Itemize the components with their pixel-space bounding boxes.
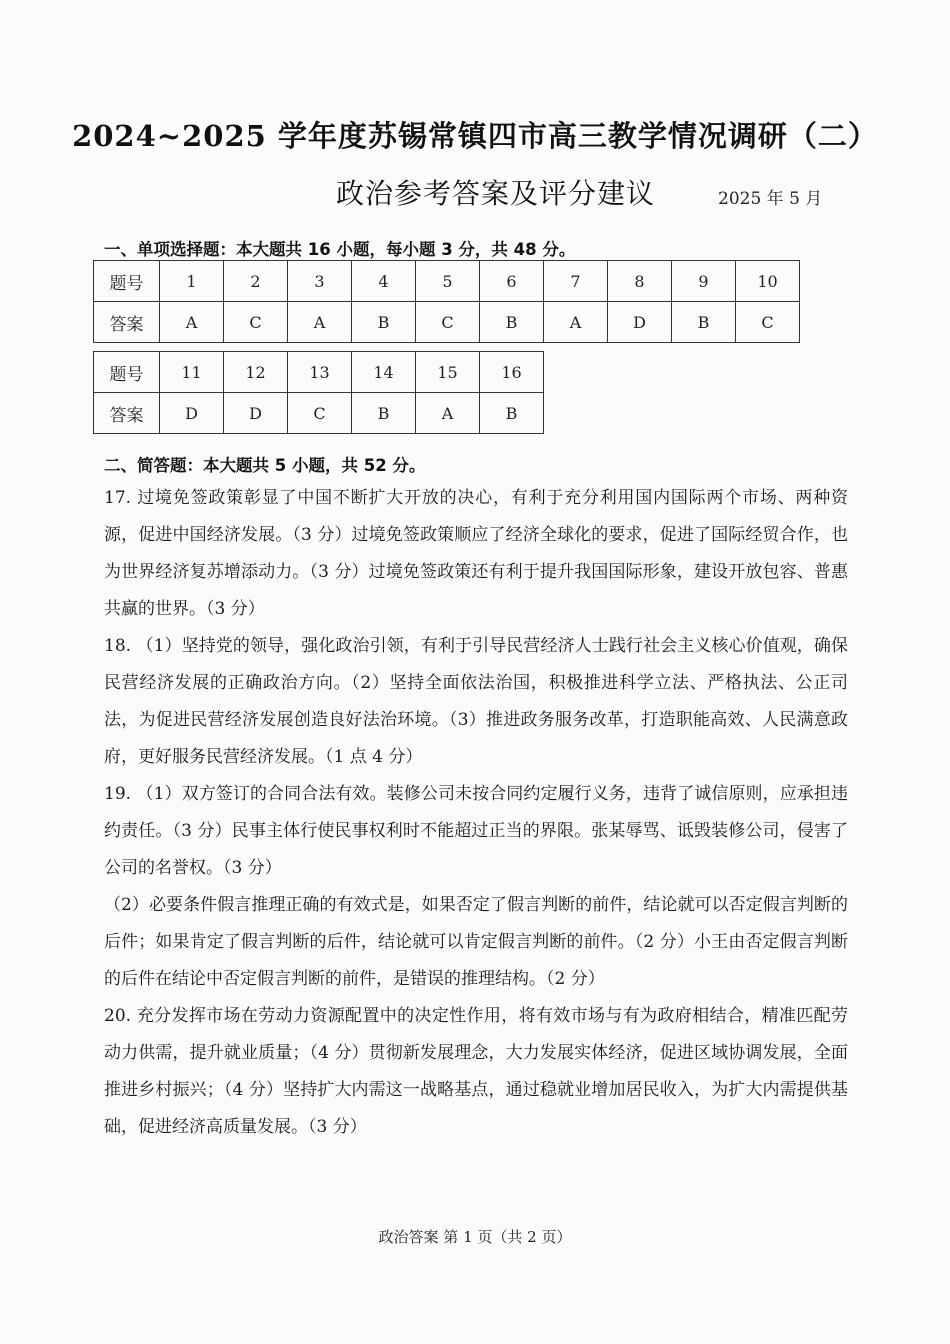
question-number: 2 bbox=[224, 261, 288, 302]
answer-cell: C bbox=[416, 302, 480, 343]
question-number: 8 bbox=[608, 261, 672, 302]
answer-cell: D bbox=[224, 393, 288, 434]
row-label-question: 题号 bbox=[94, 261, 160, 302]
answer-paragraph-20: 20. 充分发挥市场在劳动力资源配置中的决定性作用，将有效市场与有为政府相结合，精准匹配劳动力供需，提升就业质量；（4 分）贯彻新发展理念，大力发展实体经济，促进区域协调发展，全面推进乡村振兴；（4 分）坚持扩大内需这一战略基点，通过稳就业增加居民收入，为扩大内需提供基础，促进经济高质量发展。（3 分） bbox=[104, 1006, 848, 1137]
answer-cell: A bbox=[288, 302, 352, 343]
answer-cell: A bbox=[416, 393, 480, 434]
question-number: 3 bbox=[288, 261, 352, 302]
answer-paragraph-18: 18. （1）坚持党的领导，强化政治引领，有利于引导民营经济人士践行社会主义核心价值观，确保民营经济发展的正确政治方向。（2）坚持全面依法治国，积极推进科学立法、严格执法、公正司法，为促进民营经济发展创造良好法治环境。（3）推进政务服务改革，打造职能高效、人民满意政府，更好服务民营经济发展。（1 点 4 分） bbox=[104, 636, 848, 767]
answer-cell: B bbox=[352, 393, 416, 434]
section2-heading: 二、简答题：本大题共 5 小题，共 52 分。 bbox=[104, 456, 426, 475]
question-number: 14 bbox=[352, 352, 416, 393]
answer-cell: A bbox=[544, 302, 608, 343]
question-row bbox=[94, 352, 544, 393]
question-number: 9 bbox=[672, 261, 736, 302]
question-number: 6 bbox=[480, 261, 544, 302]
answer-row bbox=[94, 393, 544, 434]
answer-paragraph-19-1: 19. （1）双方签订的合同合法有效。装修公司未按合同约定履行义务，违背了诚信原则，应承担违约责任。（3 分）民事主体行使民事权利时不能超过正当的界限。张某辱骂、诋毁装修公司，侵害了公司的名誉权。（3 分） bbox=[104, 784, 848, 878]
answer-paragraph-19-2: （2）必要条件假言推理正确的有效式是，如果否定了假言判断的前件，结论就可以否定假言判断的后件；如果肯定了假言判断的后件，结论就可以肯定假言判断的前件。（2 分）小王由否定假言判断的后件在结论中否定假言判断的前件，是错误的推理结构。（2 分） bbox=[104, 895, 848, 989]
answer-cell: C bbox=[736, 302, 800, 343]
page-title: 2024~2025 学年度苏锡常镇四市高三教学情况调研（二） bbox=[72, 119, 878, 153]
answer-cell: D bbox=[160, 393, 224, 434]
row-label-question: 题号 bbox=[94, 352, 160, 393]
answer-cell: C bbox=[288, 393, 352, 434]
question-number: 1 bbox=[160, 261, 224, 302]
question-number: 12 bbox=[224, 352, 288, 393]
answer-cell: D bbox=[608, 302, 672, 343]
answer-row bbox=[94, 302, 800, 343]
question-number: 7 bbox=[544, 261, 608, 302]
answer-cell: C bbox=[224, 302, 288, 343]
answer-cell: B bbox=[480, 302, 544, 343]
date-label: 2025 年 5 月 bbox=[718, 189, 823, 209]
answer-body bbox=[104, 480, 848, 1146]
answer-table-1 bbox=[93, 260, 800, 343]
question-number: 5 bbox=[416, 261, 480, 302]
question-number: 15 bbox=[416, 352, 480, 393]
section1-heading: 一、单项选择题：本大题共 16 小题，每小题 3 分，共 48 分。 bbox=[104, 240, 576, 259]
answer-cell: A bbox=[160, 302, 224, 343]
page-footer: 政治答案 第 1 页（共 2 页） bbox=[378, 1228, 572, 1246]
question-number: 4 bbox=[352, 261, 416, 302]
question-number: 16 bbox=[480, 352, 544, 393]
question-number: 11 bbox=[160, 352, 224, 393]
question-row bbox=[94, 261, 800, 302]
row-label-answer: 答案 bbox=[94, 302, 160, 343]
page-subtitle: 政治参考答案及评分建议 bbox=[336, 177, 656, 210]
answer-table-2 bbox=[93, 351, 544, 434]
answer-paragraph-17: 17. 过境免签政策彰显了中国不断扩大开放的决心，有利于充分利用国内国际两个市场、两种资源，促进中国经济发展。（3 分）过境免签政策顺应了经济全球化的要求，促进了国际经贸合作，也为世界经济复苏增添动力。（3 分）过境免签政策还有利于提升我国国际形象，建设开放包容、普惠共赢的世界。（3 分） bbox=[104, 488, 848, 619]
answer-cell: B bbox=[672, 302, 736, 343]
question-number: 10 bbox=[736, 261, 800, 302]
answer-cell: B bbox=[480, 393, 544, 434]
row-label-answer: 答案 bbox=[94, 393, 160, 434]
answer-cell: B bbox=[352, 302, 416, 343]
question-number: 13 bbox=[288, 352, 352, 393]
